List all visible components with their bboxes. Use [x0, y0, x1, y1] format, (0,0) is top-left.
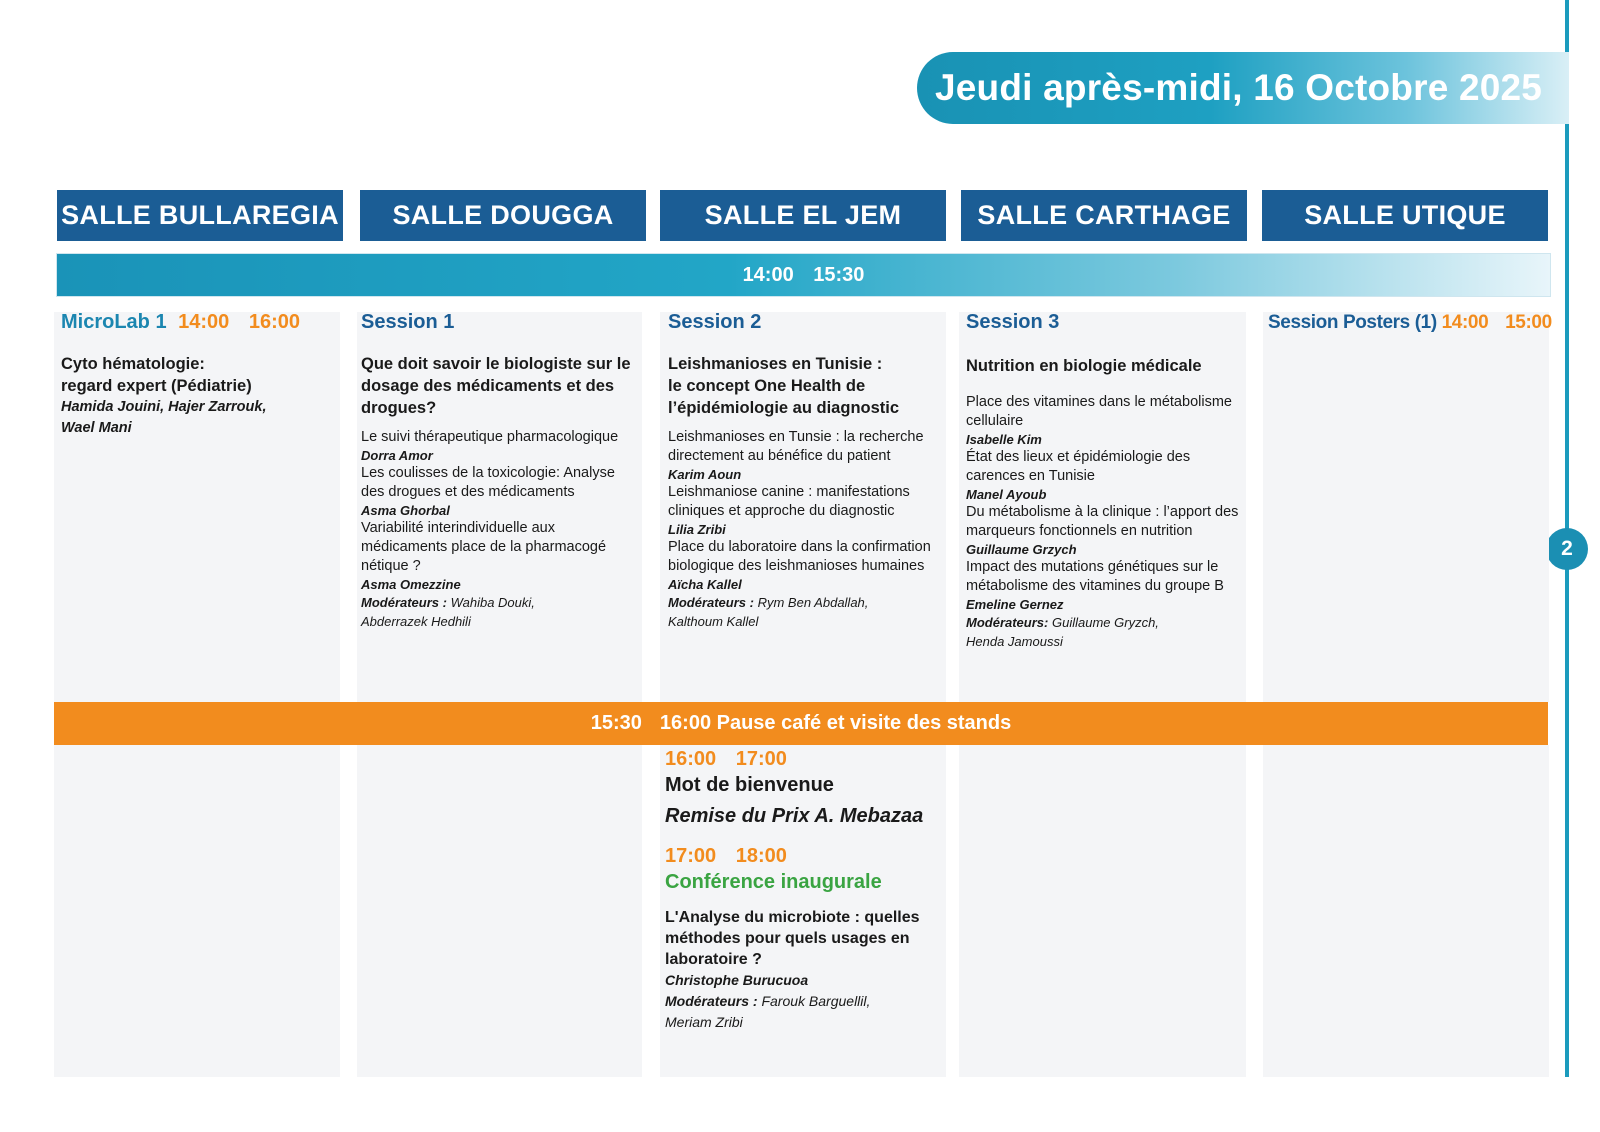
session3-speaker2: Manel Ayoub: [966, 487, 1047, 502]
microlab-authors-line1: Hamida Jouini, Hajer Zarrouk,: [61, 399, 267, 415]
title-banner: [917, 52, 1569, 124]
conference-label: Conférence inaugurale: [665, 871, 882, 893]
session2-speaker1: Karim Aoun: [668, 467, 742, 482]
session1-moderators: [361, 593, 639, 612]
session2-speaker3: Aïcha Kallel: [668, 577, 742, 592]
posters-start: 14:00: [1441, 312, 1489, 333]
coffee-break-bar: [54, 702, 1548, 745]
conference-speaker: Christophe Burucuoa: [665, 972, 809, 988]
session3-moderators: [966, 613, 1246, 632]
timeslot-bar: 14:00 15:30: [56, 253, 1551, 297]
session2-cell: [668, 313, 944, 631]
column-bg: [959, 745, 1246, 1077]
pause-time: 15:30: [590, 712, 642, 734]
conference-moderators: [665, 991, 947, 1012]
session2-moderators: [668, 593, 944, 612]
session1-title: Que doit savoir le biologiste sur le dosage des médicaments et des drogues?: [361, 355, 631, 417]
session2-speaker2: Lilia Zribi: [668, 522, 726, 537]
microlab-end: 16:00: [248, 311, 301, 333]
session1-mod-names2: Abderrazek Hedhili: [361, 614, 471, 629]
microlab-start: 14:00: [178, 311, 230, 333]
room-header-el-jem: SALLE EL JEM: [660, 190, 946, 241]
session1-mod-label: Modérateurs :: [361, 595, 447, 610]
session1-talk2: Les coulisses de la toxicologie: Analyse des drogues et des médicaments: [361, 465, 615, 500]
session3-speaker3: Guillaume Grzych: [966, 542, 1077, 557]
session2-title-line3: l’épidémiologie au diagnostic: [668, 399, 900, 417]
column-bg: [1263, 312, 1549, 702]
posters-end: 15:00: [1505, 312, 1552, 333]
session1-label: Session 1: [361, 311, 455, 333]
page-title: Jeudi après-midi, 16 Octobre 2025: [935, 67, 1543, 108]
pause-text: 16:00 Pause café et visite des stands: [659, 712, 1012, 734]
session2-title-line2: le concept One Health de: [668, 377, 866, 395]
microlab-title-line1: Cyto hématologie:: [61, 355, 205, 373]
microlab-cell: [61, 313, 339, 439]
conference-mod-label: Modérateurs :: [665, 993, 758, 1009]
session1-talk3: Variabilité interindividuelle aux médicaments place de la pharmacogé nétique ?: [361, 520, 607, 574]
session2-title-line1: Leishmanioses en Tunisie :: [668, 355, 883, 373]
room-header-carthage: SALLE CARTHAGE: [961, 190, 1247, 241]
session2-talk1: Leishmanioses en Tunsie : la recherche directement au bénéfice du patient: [668, 429, 924, 464]
microlab-label: MicroLab 1: [61, 311, 167, 333]
session2-mod-label: Modérateurs :: [668, 595, 754, 610]
conference-mod-names: Farouk Barguellil,: [761, 993, 871, 1009]
session2-talk3: Place du laboratoire dans la confirmation biologique des leishmanioses humaines: [668, 539, 931, 574]
session1-speaker3: Asma Omezzine: [361, 577, 461, 592]
column-bg: [1263, 745, 1549, 1077]
page-number-badge: 2: [1546, 528, 1588, 570]
welcome-text: Mot de bienvenue: [665, 774, 834, 796]
session3-talk3: Du métabolisme à la clinique : l’apport des marqueurs fonctionnels en nutrition: [966, 504, 1239, 539]
ceremony-time2: 17:00 18:00: [665, 845, 787, 867]
room-header-dougga: SALLE DOUGGA: [360, 190, 646, 241]
conference-title: L'Analyse du microbiote : quelles méthodes pour quels usages en laboratoire ?: [665, 909, 920, 968]
posters-header: [1268, 313, 1550, 332]
conference-mod-names2: Meriam Zribi: [665, 1014, 743, 1030]
session3-title: Nutrition en biologie médicale: [966, 357, 1202, 375]
ceremony-time1: 16:00 17:00: [665, 748, 787, 770]
prize-text: Remise du Prix A. Mebazaa: [665, 805, 924, 827]
session2-mod-names2: Kalthoum Kallel: [668, 614, 759, 629]
room-header-bullaregia: SALLE BULLAREGIA: [57, 190, 343, 241]
column-bg: [357, 745, 642, 1077]
posters-label: Session Posters (1): [1268, 312, 1437, 333]
session3-mod-names: Guillaume Gryzch,: [1051, 615, 1159, 630]
microlab-header: [61, 313, 339, 332]
session2-label: Session 2: [668, 311, 762, 333]
ceremony-cell: [665, 750, 947, 1033]
session2-talk2: Leishmaniose canine : manifestations cliniques et approche du diagnostic: [668, 484, 910, 519]
session3-speaker4: Emeline Gernez: [966, 597, 1064, 612]
session1-speaker2: Asma Ghorbal: [361, 503, 450, 518]
room-header-utique: SALLE UTIQUE: [1262, 190, 1548, 241]
posters-cell: [1268, 313, 1550, 332]
session3-talk2: État des lieux et épidémiologie des carences en Tunisie: [966, 449, 1191, 484]
microlab-authors-line2: Wael Mani: [61, 420, 132, 436]
session1-cell: [361, 313, 639, 631]
session1-talk1: Le suivi thérapeutique pharmacologique: [361, 429, 619, 445]
session2-mod-names: Rym Ben Abdallah,: [757, 595, 869, 610]
session3-talk1: Place des vitamines dans le métabolisme cellulaire: [966, 394, 1232, 429]
session3-mod-label: Modérateurs:: [966, 615, 1049, 630]
session3-talk4: Impact des mutations génétiques sur le métabolisme des vitamines du groupe B: [966, 559, 1224, 594]
session3-speaker1: Isabelle Kim: [966, 432, 1042, 447]
column-bg: [54, 745, 340, 1077]
session3-mod-names2: Henda Jamoussi: [966, 634, 1063, 649]
session1-mod-names: Wahiba Douki,: [450, 595, 535, 610]
session1-speaker1: Dorra Amor: [361, 448, 433, 463]
session3-label: Session 3: [966, 311, 1060, 333]
session3-cell: [966, 313, 1246, 651]
microlab-title-line2: regard expert (Pédiatrie): [61, 377, 252, 395]
